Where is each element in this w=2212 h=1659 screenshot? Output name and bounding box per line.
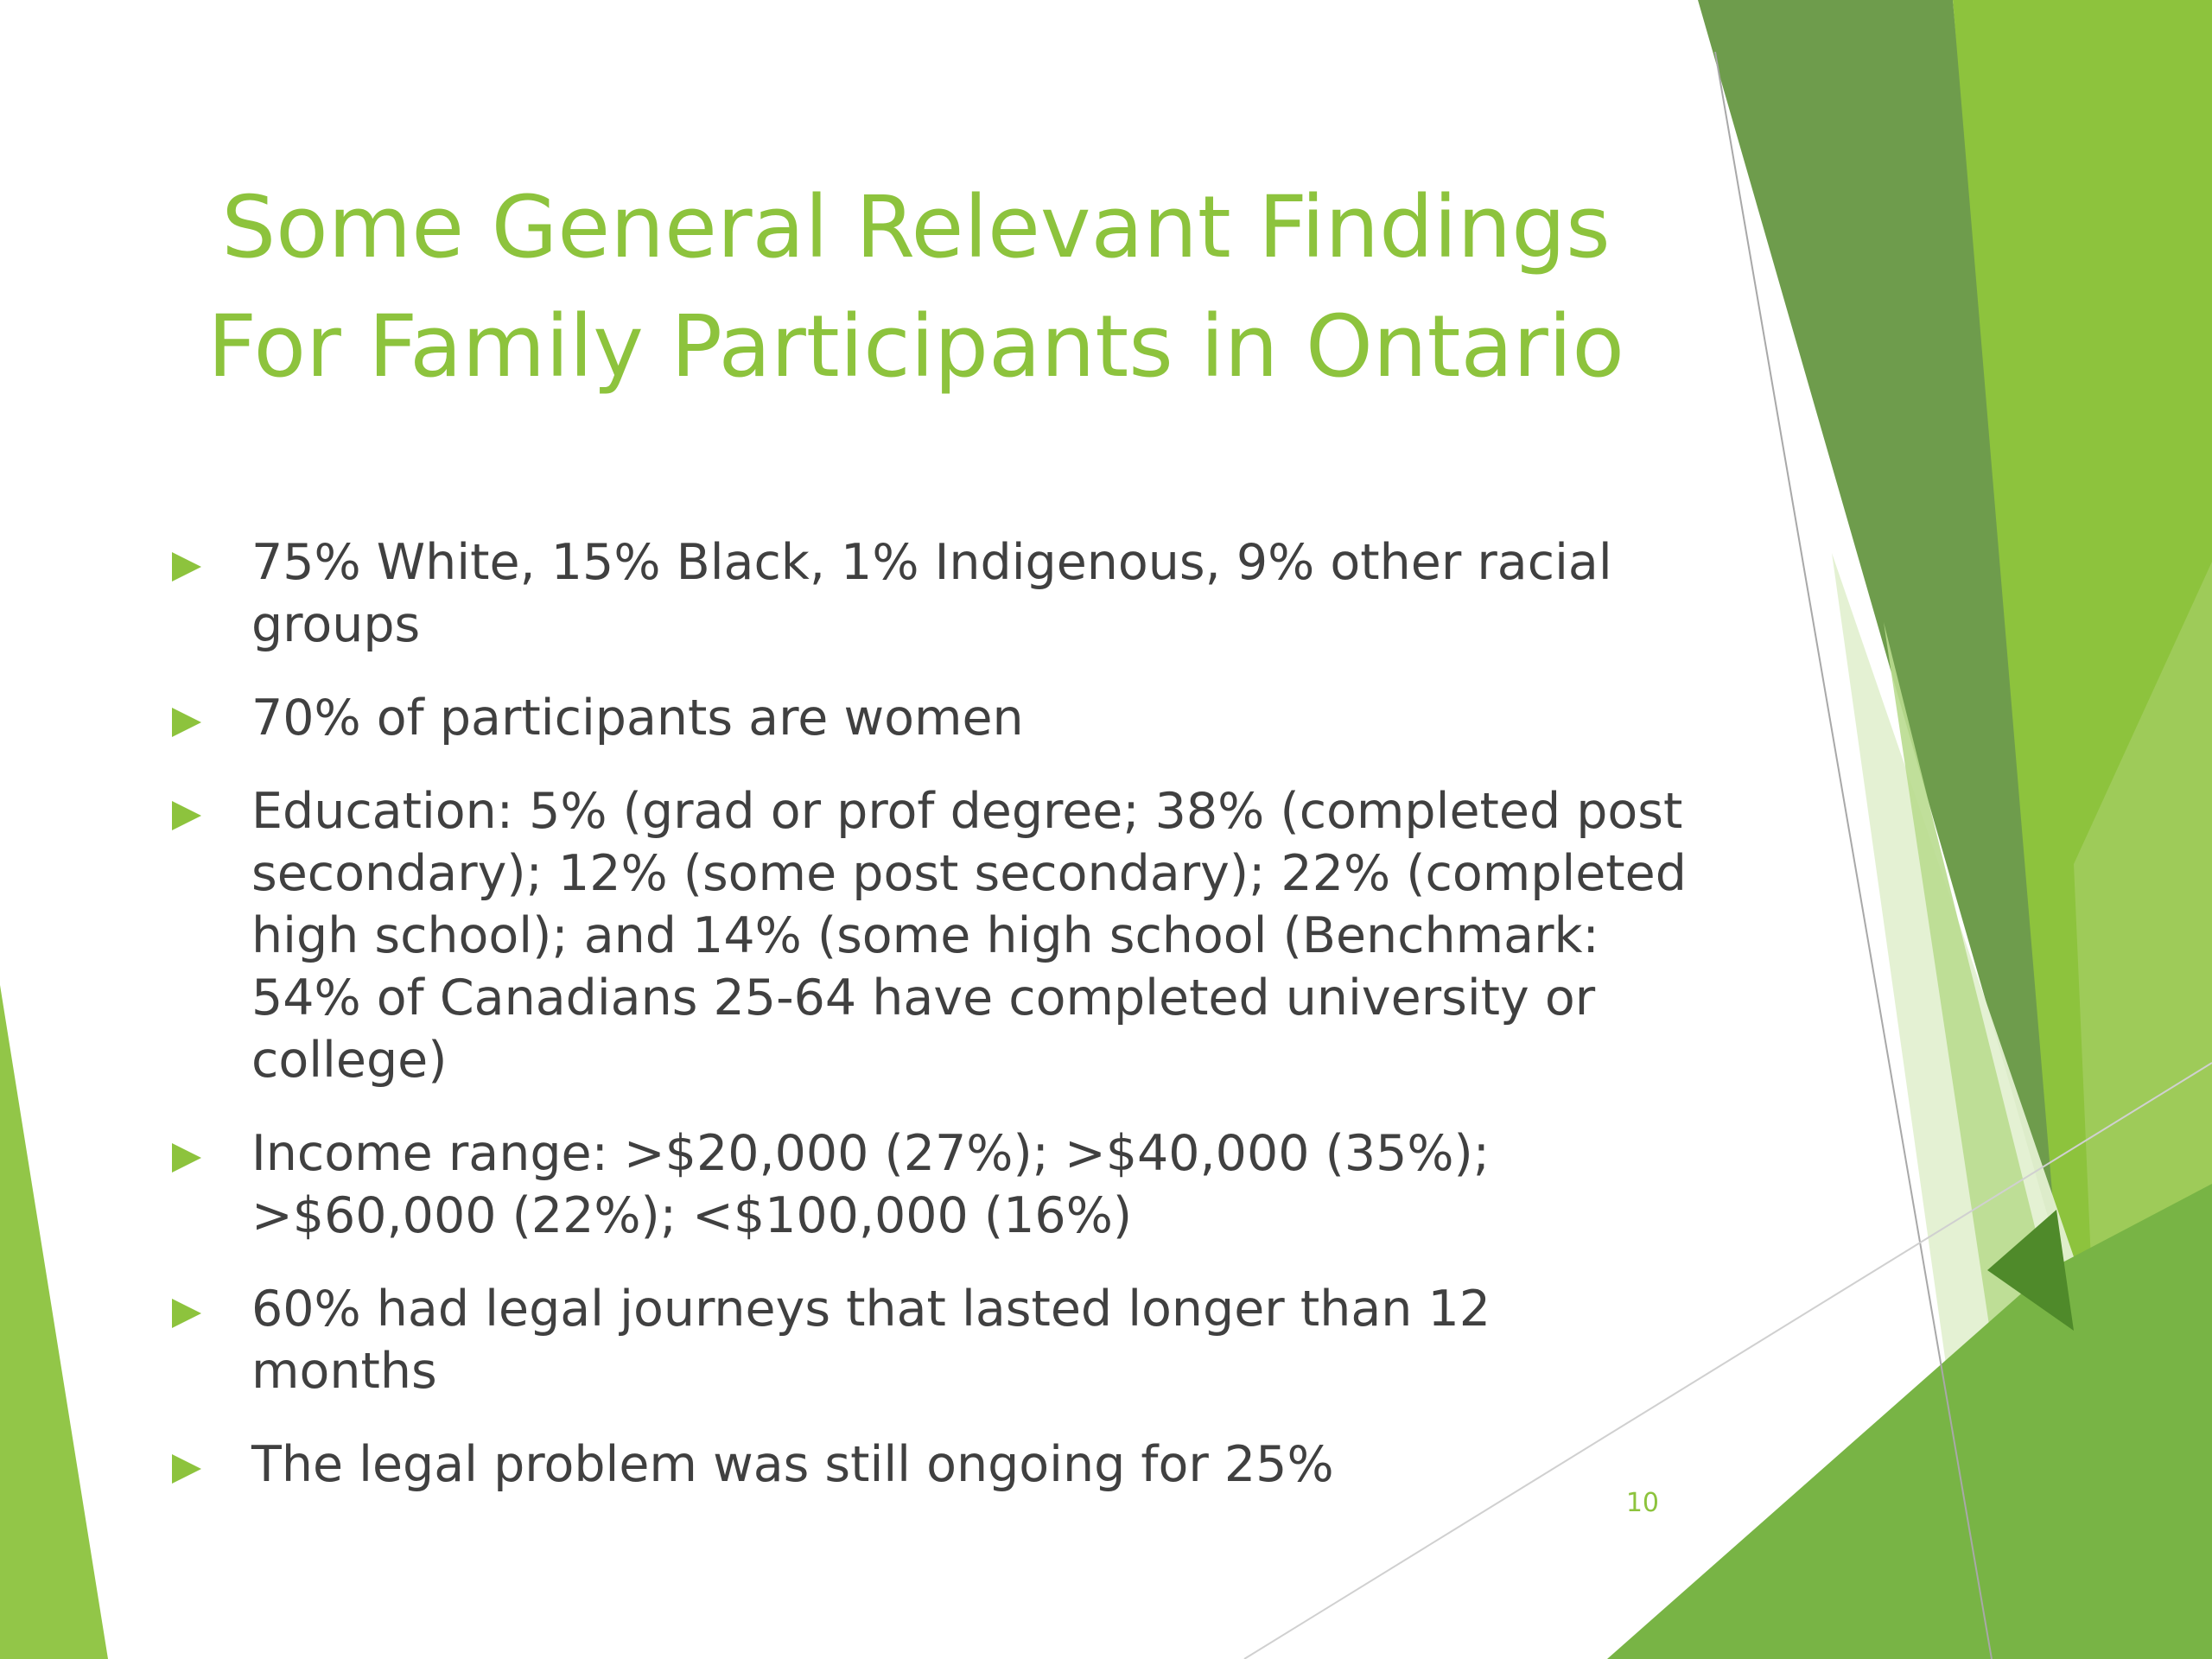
bullet-item [168, 1278, 1689, 1402]
triangle-right-icon [172, 801, 201, 830]
triangle-right-icon [172, 1454, 201, 1484]
bullet-text: The legal problem was still ongoing for 25% [251, 1436, 1334, 1493]
slide-title-line-2: For Family Participants in Ontario [207, 297, 1624, 397]
bullet-item [168, 531, 1689, 656]
bullet-text: 75% White, 15% Black, 1% Indigenous, 9% other racial groups [251, 534, 1612, 653]
bullet-item [168, 780, 1689, 1091]
bullet-item [168, 1122, 1689, 1247]
bullet-text: Income range: >$20,000 (27%); >$40,000 (35%); >$60,000 (22%); <$100,000 (16%) [251, 1125, 1490, 1244]
bullet-text: Education: 5% (grad or prof degree; 38% (completed post secondary); 12% (some post secondary); 22% (completed high school); and 14% (some high school (Benchmark: 54% of Canadians 25-64 have completed university or college) [251, 783, 1687, 1089]
left-green-sliver [0, 985, 108, 1659]
slide-title [130, 168, 1702, 407]
triangle-right-icon [172, 708, 201, 737]
bottom-right-green-triangle [1607, 1184, 2212, 1659]
bullet-list [168, 531, 1689, 1527]
bullet-item [168, 687, 1689, 749]
triangle-right-icon [172, 1143, 201, 1173]
triangle-right-icon [172, 552, 201, 582]
triangle-right-icon [172, 1299, 201, 1328]
slide-number: 10 [1625, 1488, 1659, 1518]
bullet-text: 70% of participants are women [251, 690, 1024, 747]
slide-title-line-1: Some General Relevant Findings [221, 178, 1611, 277]
bullet-text: 60% had legal journeys that lasted longer than 12 months [251, 1281, 1491, 1400]
bullet-item [168, 1433, 1689, 1496]
